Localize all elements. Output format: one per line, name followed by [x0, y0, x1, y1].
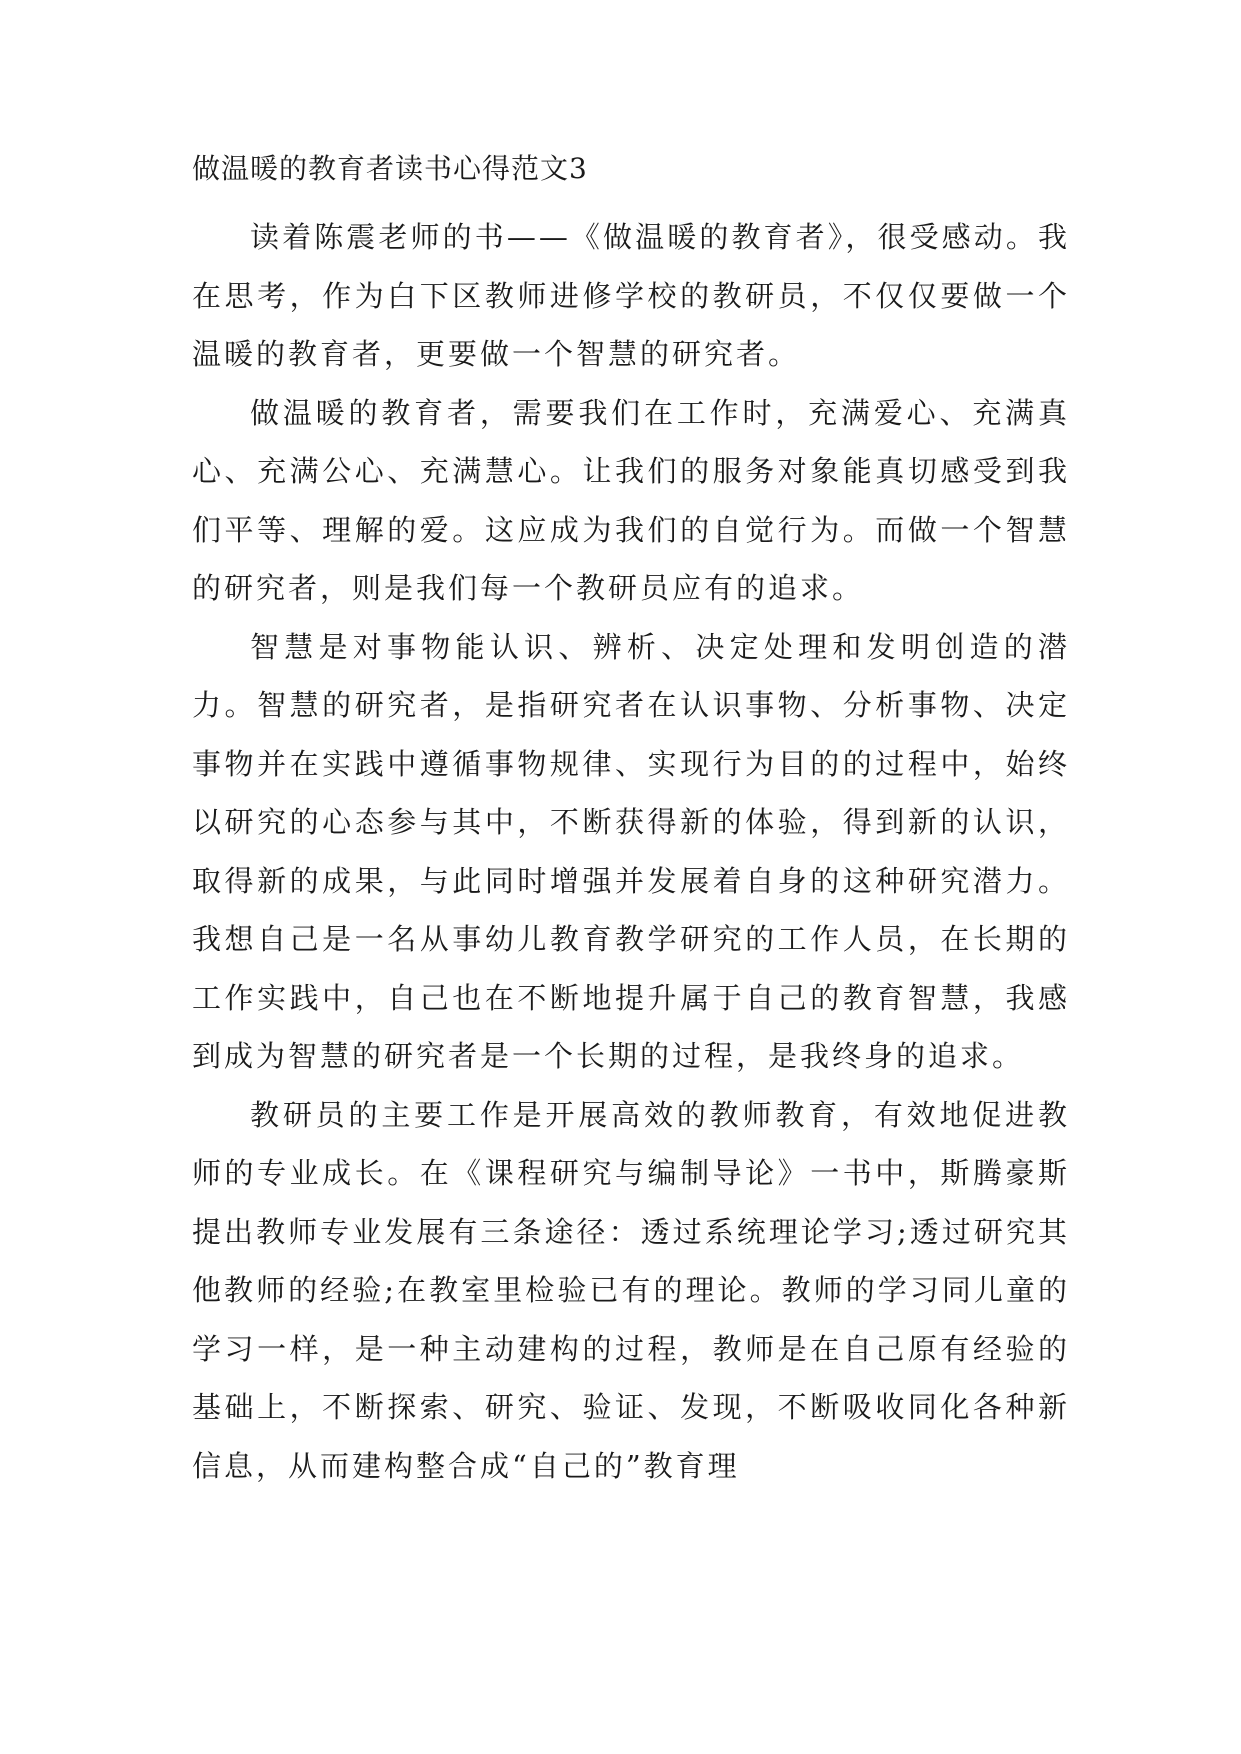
paragraph-1: 读着陈震老师的书——《做温暖的教育者》，很受感动。我在思考，作为白下区教师进修学校的教研员，不仅仅要做一个温暖的教育者，更要做一个智慧的研究者。 [192, 220, 1070, 371]
document-page [192, 150, 1070, 1495]
document-title: 做温暖的教育者读书心得范文3 [192, 152, 588, 185]
paragraph-3: 智慧是对事物能认识、辨析、决定处理和发明创造的潜力。智慧的研究者，是指研究者在认识事物、分析事物、决定事物并在实践中遵循事物规律、实现行为目的的过程中，始终以研究的心态参与其中，不断获得新的体验，得到新的认识，取得新的成果，与此同时增强并发展着自身的这种研究潜力。我想自己是一名从事幼儿教育教学研究的工作人员，在长期的工作实践中，自己也在不断地提升属于自己的教育智慧，我感到成为智慧的研究者是一个长期的过程，是我终身的追求。 [192, 629, 1070, 1073]
paragraph-2: 做温暖的教育者，需要我们在工作时，充满爱心、充满真心、充满公心、充满慧心。让我们的服务对象能真切感受到我们平等、理解的爱。这应成为我们的自觉行为。而做一个智慧的研究者，则是我们每一个教研员应有的追求。 [192, 395, 1070, 605]
paragraph-4: 教研员的主要工作是开展高效的教师教育，有效地促进教师的专业成长。在《课程研究与编制导论》一书中，斯腾豪斯提出教师专业发展有三条途径：透过系统理论学习;透过研究其他教师的经验;在教室里检验已有的理论。教师的学习同儿童的学习一样，是一种主动建构的过程，教师是在自己原有经验的基础上，不断探索、研究、验证、发现，不断吸收同化各种新信息，从而建构整合成“自己的”教育理 [192, 1097, 1070, 1483]
